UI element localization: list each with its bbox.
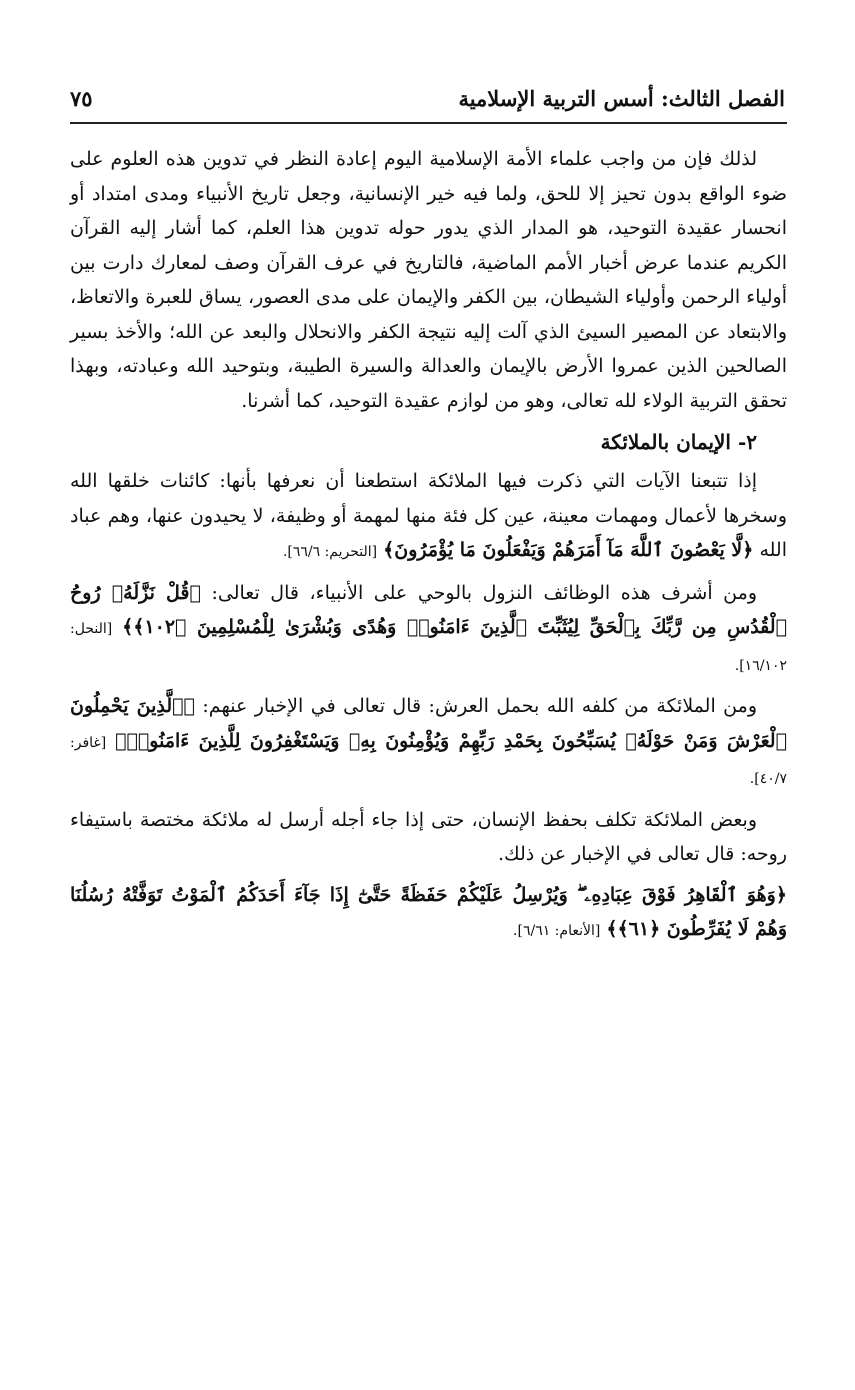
paragraph-text: إذا تتبعنا الآيات التي ذكرت فيها الملائكة استطعنا أن نعرفها بأنها: كائنات خلقها الله وسخرها لأعمال ومهمات معينة، عين كل فئة منها لمهمة أو وظيفة، لا يحيدون عنها، وهم عباد الله: [70, 470, 787, 561]
paragraph-history: لذلك فإن من واجب علماء الأمة الإسلامية اليوم إعادة النظر في تدوين هذه العلوم على ضوء الواقع بدون تحيز إلا للحق، ولما فيه خير الإنسانية، وجعل تاريخ الأنبياء ومدى امتداد أو انحسار عقيدة التوحيد، هو المدار الذي يدور حوله تدوين هذا العلم، كما أشار إليه القرآن الكريم عندما عرض أخبار الأمم الماضية، فالتاريخ في عرف القرآن وصف لمعارك دارت بين أولياء الرحمن وأولياء الشيطان، بين الكفر والإيمان على مدى العصور، يساق للعبرة والاتعاظ، والابتعاد عن المصير السيئ الذي آلت إليه نتيجة الكفر والانحلال والبعد عن الله؛ والأخذ بسير الصالحين الذين عمروا الأرض بالإيمان والعدالة والسيرة الطيبة، وبتوحيد الله وعبادته، وبهذا تحقق التربية الولاء لله تعالى، وهو من لوازم عقيدة التوحيد، كما أشرنا.: [70, 148, 787, 412]
paragraph-text: ومن أشرف هذه الوظائف النزول بالوحي على الأنبياء، قال تعالى:: [211, 581, 757, 604]
section-heading: ٢- الإيمان بالملائكة: [600, 430, 757, 454]
paragraph-guardians: وبعض الملائكة تكلف بحفظ الإنسان، حتى إذا جاء أجله أرسل له ملائكة مختصة باستيفاء روحه: قال تعالى في الإخبار عن ذلك.: [70, 808, 787, 865]
quran-verse: ﴿لَّا يَعْصُونَ ٱللَّهَ مَآ أَمَرَهُمْ وَيَفْعَلُونَ مَا يُؤْمَرُونَ﴾: [383, 539, 754, 561]
paragraph-text: ومن الملائكة من كلفه الله بحمل العرش: قال تعالى في الإخبار عنهم:: [202, 695, 758, 717]
verse-reference: [النحل: ١٦/١٠٢].: [70, 621, 787, 674]
paragraph-revelation: [70, 576, 787, 684]
quran-verse: ﴿وَهُوَ ٱلْقَاهِرُ فَوْقَ عِبَادِهِۦ ۖ وَيُرْسِلُ عَلَيْكُمْ حَفَظَةً حَتَّىٰٓ إِذَا جَآءَ أَحَدَكُمُ ٱلْمَوْتُ تَوَفَّتْهُ رُسُلُنَا وَهُمْ لَا يُفَرِّطُونَ ﴿٦١﴾﴾: [70, 883, 787, 940]
paragraph-angels-definition: [70, 464, 787, 570]
paragraph-throne-bearers: [70, 689, 787, 797]
quran-verse: ﴿ٱلَّذِينَ يَحْمِلُونَ ٱلْعَرْشَ وَمَنْ حَوْلَهُۥ يُسَبِّحُونَ بِحَمْدِ رَبِّهِمْ وَيُؤْمِنُونَ بِهِۦ وَيَسْتَغْفِرُونَ لِلَّذِينَ ءَامَنُوا۟﴾: [70, 695, 787, 752]
quran-verse: ﴿قُلْ نَزَّلَهُۥ رُوحُ ٱلْقُدُسِ مِن رَّبِّكَ بِٱلْحَقِّ لِيُثَبِّتَ ٱلَّذِينَ ءَامَنُوا۟ وَهُدًى وَبُشْرَىٰ لِلْمُسْلِمِينَ ﴿١٠٢﴾﴾: [70, 581, 787, 638]
verse-reference: [غافر: ٤٠/٧].: [70, 734, 787, 787]
page-header: [70, 78, 785, 118]
verse-reference: [الأنعام: ٦/٦١].: [513, 923, 601, 939]
page-body: [70, 142, 787, 955]
verse-reference: [التحريم: ٦٦/٦].: [282, 544, 378, 560]
header-rule: [70, 122, 787, 124]
paragraph-verse-anam: [70, 878, 787, 949]
page-number: ٧٥: [70, 85, 93, 111]
chapter-title: الفصل الثالث: أسس التربية الإسلامية: [458, 85, 785, 111]
